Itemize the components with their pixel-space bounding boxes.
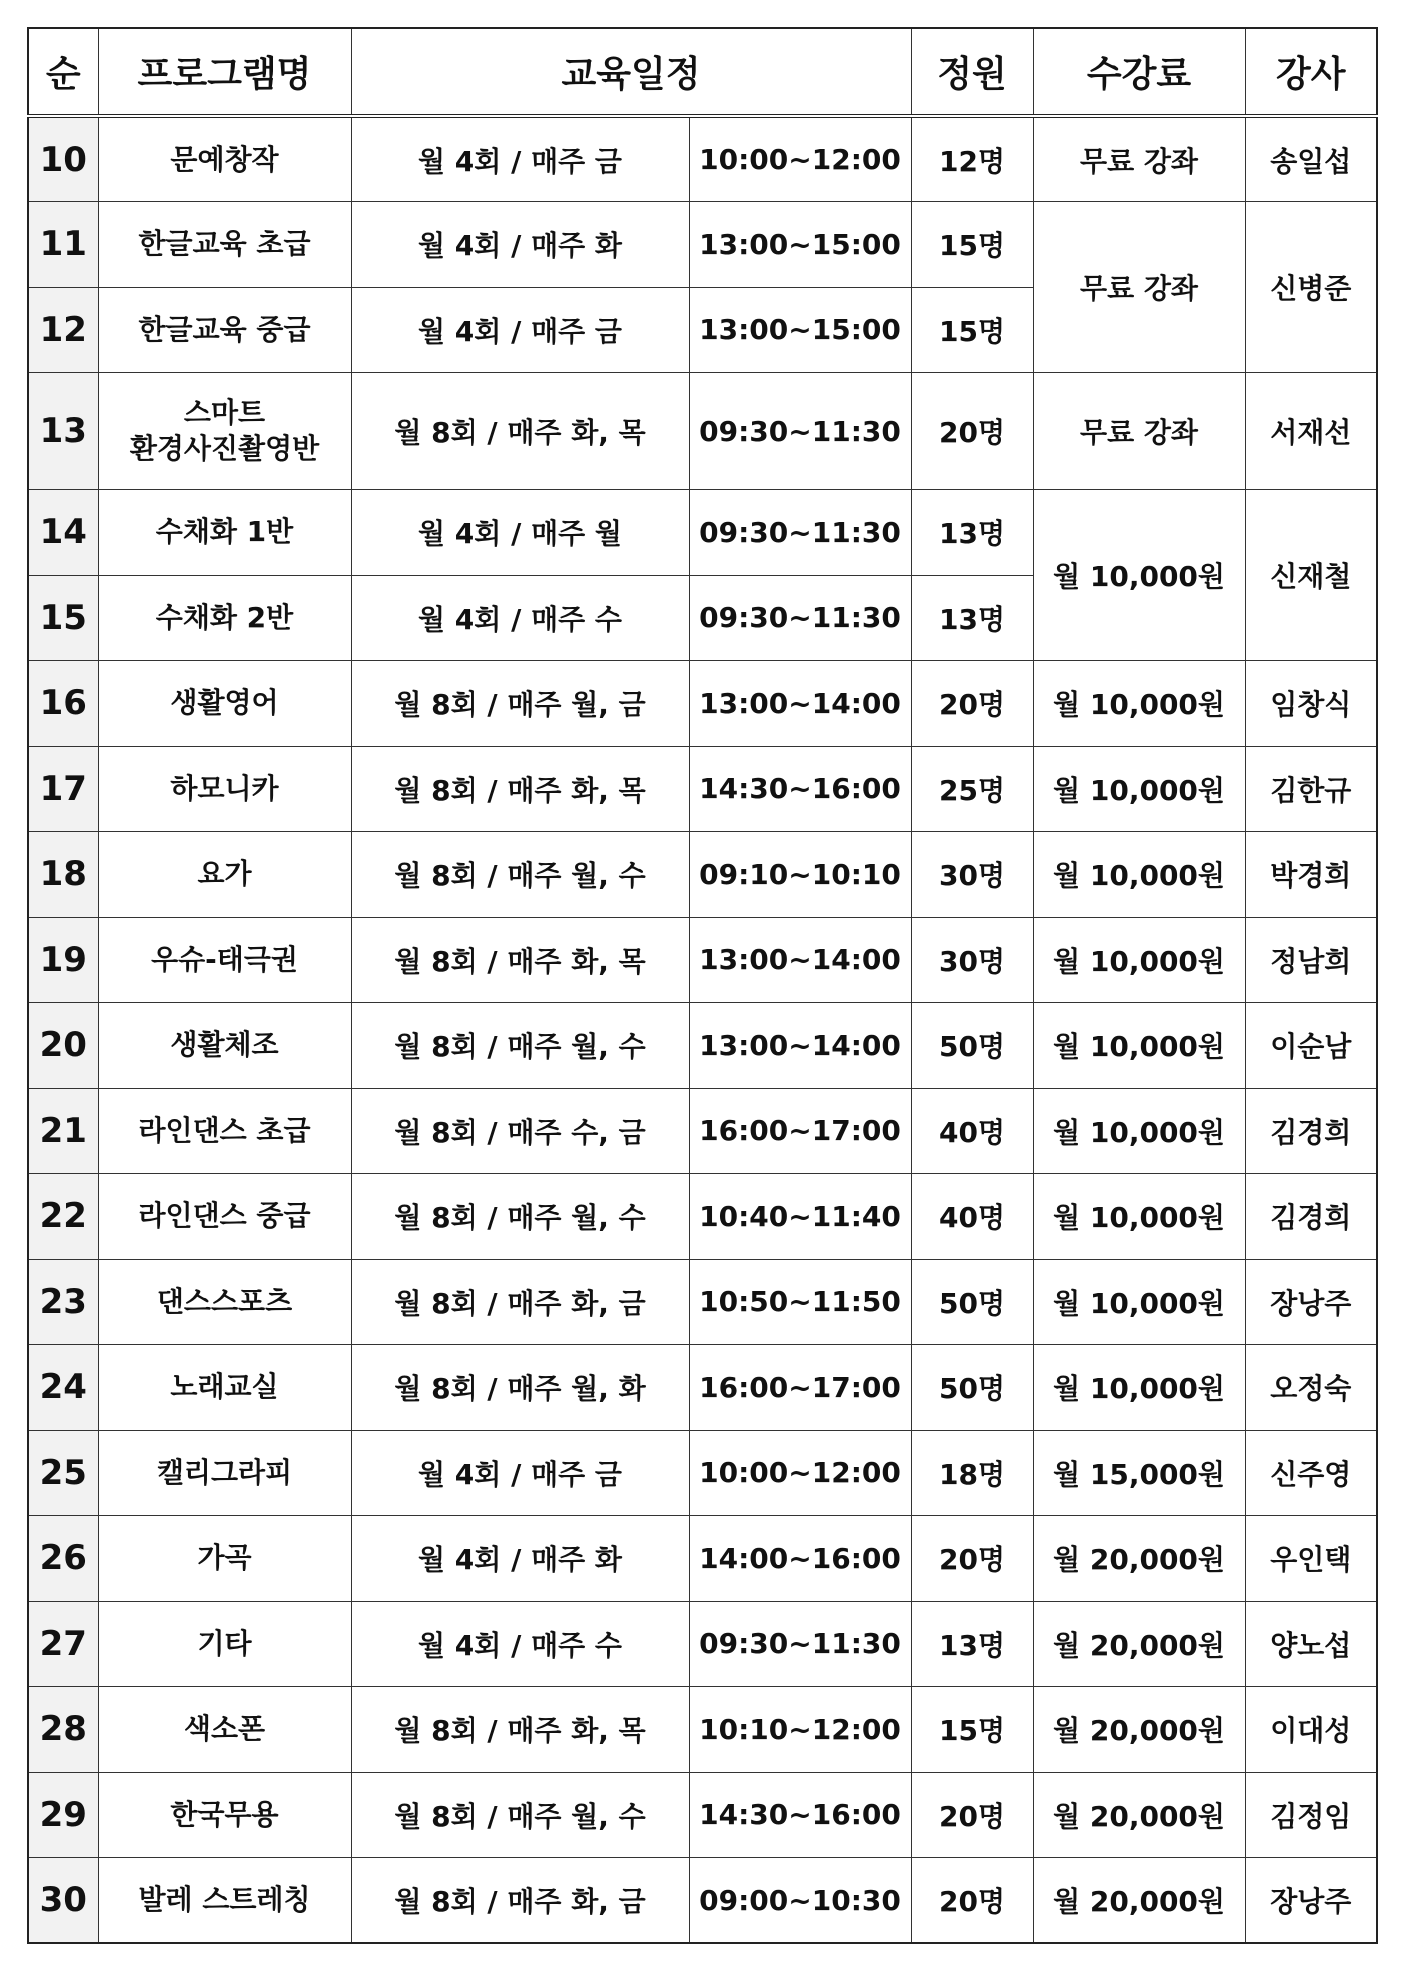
schedule-time: 10:00~12:00 (689, 1430, 911, 1516)
row-number: 16 (28, 661, 98, 747)
fee: 월 20,000원 (1033, 1601, 1245, 1687)
table-row (28, 661, 1377, 747)
table-row (28, 1345, 1377, 1431)
capacity: 13명 (911, 575, 1033, 661)
capacity: 40명 (911, 1174, 1033, 1260)
schedule-time: 10:00~12:00 (689, 116, 911, 202)
schedule-time: 09:00~10:30 (689, 1858, 911, 1944)
schedule-time: 13:00~15:00 (689, 202, 911, 288)
capacity: 30명 (911, 917, 1033, 1003)
program-schedule-table (27, 27, 1378, 1944)
program-name: 캘리그라피 (98, 1430, 351, 1516)
capacity: 13명 (911, 1601, 1033, 1687)
row-number: 17 (28, 746, 98, 832)
instructor: 김경희 (1245, 1174, 1377, 1260)
capacity: 30명 (911, 832, 1033, 918)
fee: 월 10,000원 (1033, 1174, 1245, 1260)
schedule-days: 월 8회 / 매주 월, 금 (351, 661, 689, 747)
schedule-days: 월 8회 / 매주 수, 금 (351, 1088, 689, 1174)
schedule-time: 09:30~11:30 (689, 1601, 911, 1687)
schedule-days: 월 4회 / 매주 수 (351, 1601, 689, 1687)
instructor: 장낭주 (1245, 1259, 1377, 1345)
schedule-time: 16:00~17:00 (689, 1088, 911, 1174)
program-name: 한국무용 (98, 1772, 351, 1858)
schedule-time: 10:50~11:50 (689, 1259, 911, 1345)
row-number: 18 (28, 832, 98, 918)
fee: 무료 강좌 (1033, 202, 1245, 373)
instructor: 김정임 (1245, 1772, 1377, 1858)
capacity: 20명 (911, 1772, 1033, 1858)
instructor: 신병준 (1245, 202, 1377, 373)
capacity: 40명 (911, 1088, 1033, 1174)
instructor: 송일섭 (1245, 116, 1377, 202)
schedule-days: 월 8회 / 매주 월, 수 (351, 1772, 689, 1858)
table-row (28, 1858, 1377, 1944)
schedule-time: 10:10~12:00 (689, 1687, 911, 1773)
row-number: 23 (28, 1259, 98, 1345)
table-row (28, 1003, 1377, 1089)
table-row (28, 1088, 1377, 1174)
schedule-time: 13:00~14:00 (689, 917, 911, 1003)
row-number: 10 (28, 116, 98, 202)
fee: 월 10,000원 (1033, 1088, 1245, 1174)
schedule-time: 09:10~10:10 (689, 832, 911, 918)
capacity: 15명 (911, 1687, 1033, 1773)
header-capacity: 정원 (911, 28, 1033, 116)
header-program: 프로그램명 (98, 28, 351, 116)
program-name: 요가 (98, 832, 351, 918)
fee: 월 10,000원 (1033, 832, 1245, 918)
instructor: 서재선 (1245, 373, 1377, 490)
table-row (28, 202, 1377, 288)
row-number: 29 (28, 1772, 98, 1858)
instructor: 장낭주 (1245, 1858, 1377, 1944)
program-name: 우슈-태극권 (98, 917, 351, 1003)
table-row (28, 1601, 1377, 1687)
schedule-days: 월 8회 / 매주 화, 목 (351, 1687, 689, 1773)
instructor: 김한규 (1245, 746, 1377, 832)
fee: 월 10,000원 (1033, 1003, 1245, 1089)
row-number: 14 (28, 490, 98, 576)
program-name: 발레 스트레칭 (98, 1858, 351, 1944)
table-row (28, 116, 1377, 202)
fee: 월 10,000원 (1033, 1259, 1245, 1345)
capacity: 50명 (911, 1003, 1033, 1089)
capacity: 13명 (911, 490, 1033, 576)
header-no: 순 (28, 28, 98, 116)
schedule-days: 월 4회 / 매주 화 (351, 202, 689, 288)
schedule-days: 월 8회 / 매주 월, 수 (351, 1174, 689, 1260)
program-name: 생활영어 (98, 661, 351, 747)
program-name: 생활체조 (98, 1003, 351, 1089)
schedule-days: 월 4회 / 매주 수 (351, 575, 689, 661)
capacity: 20명 (911, 1516, 1033, 1602)
program-name: 댄스스포츠 (98, 1259, 351, 1345)
schedule-time: 10:40~11:40 (689, 1174, 911, 1260)
schedule-time: 13:00~14:00 (689, 1003, 911, 1089)
program-name: 수채화 2반 (98, 575, 351, 661)
table-row (28, 917, 1377, 1003)
row-number: 27 (28, 1601, 98, 1687)
fee: 월 10,000원 (1033, 490, 1245, 661)
fee: 월 15,000원 (1033, 1430, 1245, 1516)
row-number: 13 (28, 373, 98, 490)
table-row (28, 1516, 1377, 1602)
row-number: 12 (28, 287, 98, 373)
schedule-days: 월 8회 / 매주 월, 화 (351, 1345, 689, 1431)
schedule-time: 14:00~16:00 (689, 1516, 911, 1602)
instructor: 우인택 (1245, 1516, 1377, 1602)
row-number: 20 (28, 1003, 98, 1089)
instructor: 김경희 (1245, 1088, 1377, 1174)
fee: 월 10,000원 (1033, 1345, 1245, 1431)
row-number: 28 (28, 1687, 98, 1773)
capacity: 50명 (911, 1259, 1033, 1345)
row-number: 30 (28, 1858, 98, 1944)
schedule-days: 월 8회 / 매주 화, 금 (351, 1259, 689, 1345)
program-name: 라인댄스 초급 (98, 1088, 351, 1174)
instructor: 정남희 (1245, 917, 1377, 1003)
program-name (98, 373, 351, 490)
program-name-line2: 환경사진촬영반 (129, 432, 320, 465)
header-row (28, 28, 1377, 116)
schedule-time: 13:00~14:00 (689, 661, 911, 747)
schedule-time: 16:00~17:00 (689, 1345, 911, 1431)
schedule-days: 월 4회 / 매주 금 (351, 287, 689, 373)
schedule-days: 월 8회 / 매주 월, 수 (351, 1003, 689, 1089)
fee: 월 10,000원 (1033, 746, 1245, 832)
program-name: 한글교육 중급 (98, 287, 351, 373)
instructor: 이대성 (1245, 1687, 1377, 1773)
table-row (28, 1259, 1377, 1345)
capacity: 20명 (911, 1858, 1033, 1944)
program-name: 기타 (98, 1601, 351, 1687)
row-number: 22 (28, 1174, 98, 1260)
fee: 무료 강좌 (1033, 116, 1245, 202)
instructor: 양노섭 (1245, 1601, 1377, 1687)
instructor: 오정숙 (1245, 1345, 1377, 1431)
table-row (28, 490, 1377, 576)
schedule-time: 09:30~11:30 (689, 575, 911, 661)
instructor: 박경희 (1245, 832, 1377, 918)
capacity: 20명 (911, 373, 1033, 490)
instructor: 신재철 (1245, 490, 1377, 661)
fee: 월 20,000원 (1033, 1687, 1245, 1773)
fee: 무료 강좌 (1033, 373, 1245, 490)
schedule-days: 월 4회 / 매주 화 (351, 1516, 689, 1602)
fee: 월 10,000원 (1033, 917, 1245, 1003)
capacity: 15명 (911, 202, 1033, 288)
schedule-days: 월 8회 / 매주 화, 목 (351, 917, 689, 1003)
fee: 월 20,000원 (1033, 1516, 1245, 1602)
row-number: 24 (28, 1345, 98, 1431)
schedule-days: 월 8회 / 매주 월, 수 (351, 832, 689, 918)
instructor: 이순남 (1245, 1003, 1377, 1089)
schedule-days: 월 8회 / 매주 화, 목 (351, 746, 689, 832)
row-number: 19 (28, 917, 98, 1003)
schedule-days: 월 8회 / 매주 화, 목 (351, 373, 689, 490)
header-schedule: 교육일정 (351, 28, 911, 116)
schedule-time: 14:30~16:00 (689, 1772, 911, 1858)
program-name: 라인댄스 중급 (98, 1174, 351, 1260)
capacity: 25명 (911, 746, 1033, 832)
schedule-days: 월 4회 / 매주 금 (351, 1430, 689, 1516)
capacity: 18명 (911, 1430, 1033, 1516)
schedule-days: 월 4회 / 매주 월 (351, 490, 689, 576)
program-name: 문예창작 (98, 116, 351, 202)
instructor: 임창식 (1245, 661, 1377, 747)
schedule-days: 월 8회 / 매주 화, 금 (351, 1858, 689, 1944)
schedule-time: 13:00~15:00 (689, 287, 911, 373)
schedule-days: 월 4회 / 매주 금 (351, 116, 689, 202)
capacity: 12명 (911, 116, 1033, 202)
program-name: 하모니카 (98, 746, 351, 832)
table-row (28, 832, 1377, 918)
row-number: 11 (28, 202, 98, 288)
table-row (28, 1687, 1377, 1773)
header-fee: 수강료 (1033, 28, 1245, 116)
fee: 월 10,000원 (1033, 661, 1245, 747)
program-name: 노래교실 (98, 1345, 351, 1431)
capacity: 20명 (911, 661, 1033, 747)
capacity: 50명 (911, 1345, 1033, 1431)
fee: 월 20,000원 (1033, 1858, 1245, 1944)
table-row (28, 373, 1377, 490)
fee: 월 20,000원 (1033, 1772, 1245, 1858)
row-number: 15 (28, 575, 98, 661)
header-instructor: 강사 (1245, 28, 1377, 116)
program-name: 가곡 (98, 1516, 351, 1602)
schedule-time: 09:30~11:30 (689, 490, 911, 576)
table-row (28, 1174, 1377, 1260)
capacity: 15명 (911, 287, 1033, 373)
table-row (28, 746, 1377, 832)
program-name-line1: 스마트 (183, 396, 266, 429)
program-name: 한글교육 초급 (98, 202, 351, 288)
schedule-time: 14:30~16:00 (689, 746, 911, 832)
instructor: 신주영 (1245, 1430, 1377, 1516)
table-row (28, 1772, 1377, 1858)
program-name: 색소폰 (98, 1687, 351, 1773)
row-number: 25 (28, 1430, 98, 1516)
table-row (28, 1430, 1377, 1516)
row-number: 21 (28, 1088, 98, 1174)
program-name: 수채화 1반 (98, 490, 351, 576)
schedule-time: 09:30~11:30 (689, 373, 911, 490)
row-number: 26 (28, 1516, 98, 1602)
